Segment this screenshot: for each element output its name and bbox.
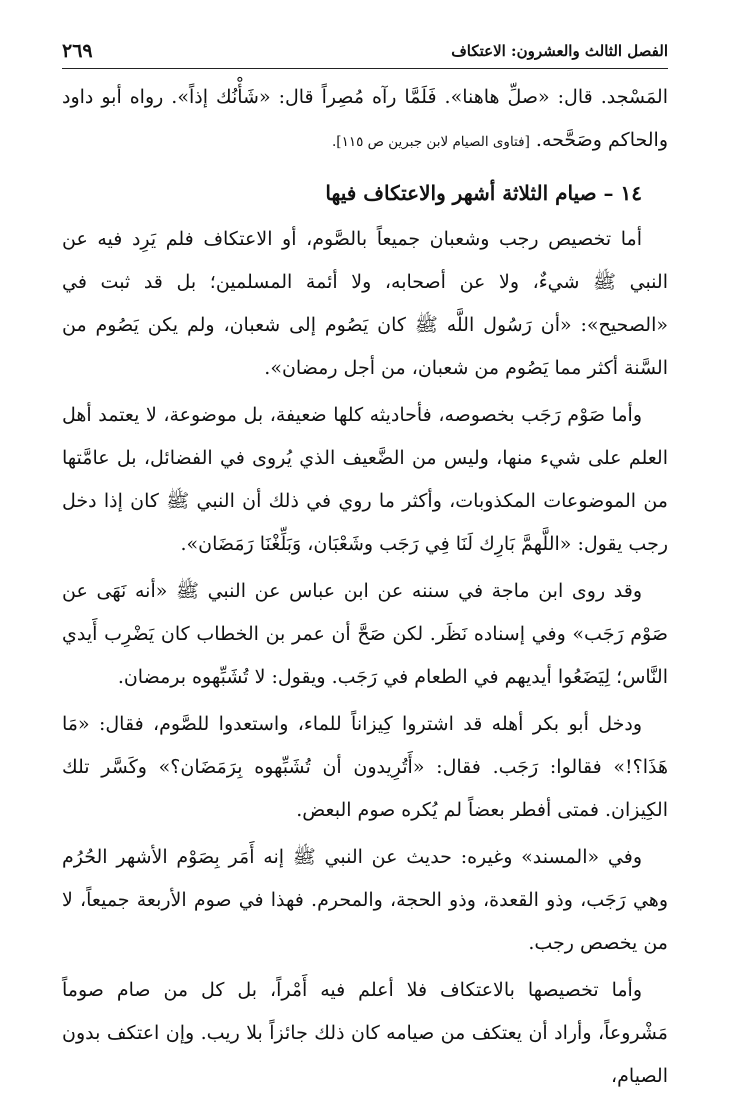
running-title: الفصل الثالث والعشرون: الاعتكاف xyxy=(451,42,668,60)
source-citation: [فتاوى الصيام لابن جبرين ص ١١٥]. xyxy=(332,134,530,150)
paragraph-2: وأما صَوْم رَجَب بخصوصه، فأحاديثه كلها ضعيفة، بل موضوعة، لا يعتمد أهل العلم على شيء منها، وليس من الضَّعيف الذي يُروى في الفضائل، بل عامَّتها من الموضوعات المكذوبات، وأكثر ما روي في ذلك أن النبي ﷺ كان إذا دخل رجب يقول: «اللَّهمَّ بَارِك لَنَا فِي رَجَب وشَعْبَان، وَبَلِّغْنَا رَمَضَان». xyxy=(62,404,668,555)
header-rule xyxy=(62,68,668,69)
intro-text: المَسْجد. قال: «صلِّ هاهنا». فَلَمَّا رآه مُصِراً قال: «شَأْنُك إذاً». رواه أبو داود والحاكم وصَحَّحه. xyxy=(62,86,668,151)
section-heading: ١٤ – صيام الثلاثة أشهر والاعتكاف فيها xyxy=(325,181,642,205)
page-body xyxy=(62,76,668,1098)
paragraph-6: وأما تخصيصها بالاعتكاف فلا أعلم فيه أَمْراً، بل كل من صام صوماً مَشْروعاً، وأراد أن يعتكف من صيامه كان ذلك جائزاً بلا ريب. وإن اعتكف بدون الصيام، xyxy=(62,979,668,1087)
paragraph-5: وفي «المسند» وغيره: حديث عن النبي ﷺ إنه أَمَر بِصَوْم الأشهر الحُرُم وهي رَجَب، وذو القعدة، وذو الحجة، والمحرم. فهذا في صوم الأربعة جميعاً، لا من يخصص رجب. xyxy=(62,846,668,954)
page-number: ٢٦٩ xyxy=(62,40,93,62)
paragraph-3: وقد روى ابن ماجة في سننه عن ابن عباس عن النبي ﷺ «أنه نَهَى عن صَوْم رَجَب» وفي إسناده نَظَر. لكن صَحَّ أن عمر بن الخطاب كان يَضْرِب أَيدي النَّاس؛ لِيَضَعُوا أيديهم في الطعام في رَجَب. ويقول: لا تُشَبِّهوه برمضان. xyxy=(62,580,668,688)
paragraph-1: أما تخصيص رجب وشعبان جميعاً بالصَّوم، أو الاعتكاف فلم يَرِد فيه عن النبي ﷺ شيءٌ، ولا عن أصحابه، ولا أئمة المسلمين؛ بل قد ثبت في «الصحيح»: «أن رَسُول اللَّه ﷺ كان يَصُوم إلى شعبان، ولم يكن يَصُوم من السَّنة أكثر مما يَصُوم من شعبان، من أجل رمضان». xyxy=(62,228,668,379)
page-header xyxy=(62,0,668,70)
intro-paragraph xyxy=(62,76,668,164)
paragraph-4: ودخل أبو بكر أهله قد اشتروا كِيزاناً للماء، واستعدوا للصَّوم، فقال: «مَا هَذَا؟!» فقالوا: رَجَب. فقال: «أَتُرِيدون أن تُشَبِّهوه بِرَمَضَان؟» وكَسَّر تلك الكِيزان. فمتى أفطر بعضاً لم يُكره صوم البعض. xyxy=(62,713,668,821)
